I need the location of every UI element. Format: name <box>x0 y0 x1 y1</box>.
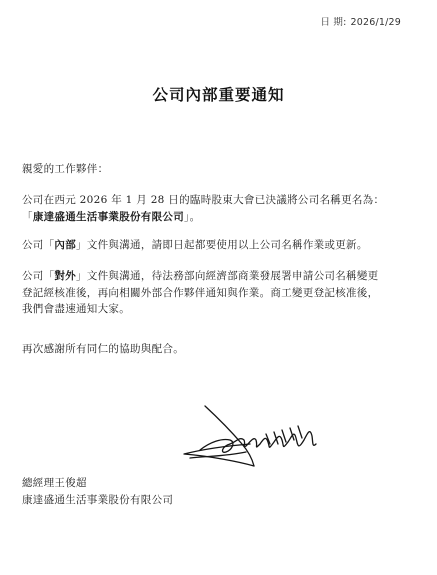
paragraph-rename-line2 <box>22 209 417 226</box>
external-keyword: 對外 <box>54 270 77 282</box>
signature-block <box>22 475 173 509</box>
paragraph-external <box>22 268 417 318</box>
quote-open: 「 <box>22 210 33 223</box>
footer-company-name: 康達盛通生活事業股份有限公司 <box>22 494 174 506</box>
internal-prefix: 公司「 <box>22 239 55 251</box>
date-label: 日 期: <box>320 17 347 28</box>
paragraph-external-line1 <box>22 268 417 285</box>
external-line1-suffix: 」文件與溝通，待法務部向經濟部商業發展署申請公司名稱變更 <box>76 270 379 282</box>
greeting: 親愛的工作夥伴： <box>22 163 109 175</box>
external-prefix: 公司「 <box>22 270 55 282</box>
signature-image <box>170 400 330 480</box>
new-company-name: 康達盛通生活事業股份有限公司 <box>32 210 185 223</box>
handwritten-signature <box>170 400 330 480</box>
paragraph-external-line2: 登記經核准後，再向相關外部合作夥伴通知與作業。商工變更登記核准後， <box>22 286 379 299</box>
quote-close: 」。 <box>184 210 201 223</box>
signer-title-name: 總經理王俊超 <box>22 477 87 489</box>
date-line <box>320 14 401 28</box>
date-value: 2026/1/29 <box>350 17 401 28</box>
paragraph-rename-line1: 公司在西元 2026 年 1 月 28 日的臨時股東大會已決議將公司名稱更名為： <box>22 194 385 206</box>
paragraph-rename <box>22 192 417 225</box>
paragraph-thanks: 再次感謝所有同仁的協助與配合。 <box>22 343 184 355</box>
internal-keyword: 內部 <box>54 239 77 251</box>
document-title: 公司內部重要通知 <box>152 85 285 104</box>
paragraph-external-line3: 我們會盡速通知大家。 <box>22 303 130 315</box>
internal-suffix: 」文件與溝通，請即日起都要使用以上公司名稱作業或更新。 <box>76 239 368 251</box>
paragraph-internal <box>22 237 417 254</box>
